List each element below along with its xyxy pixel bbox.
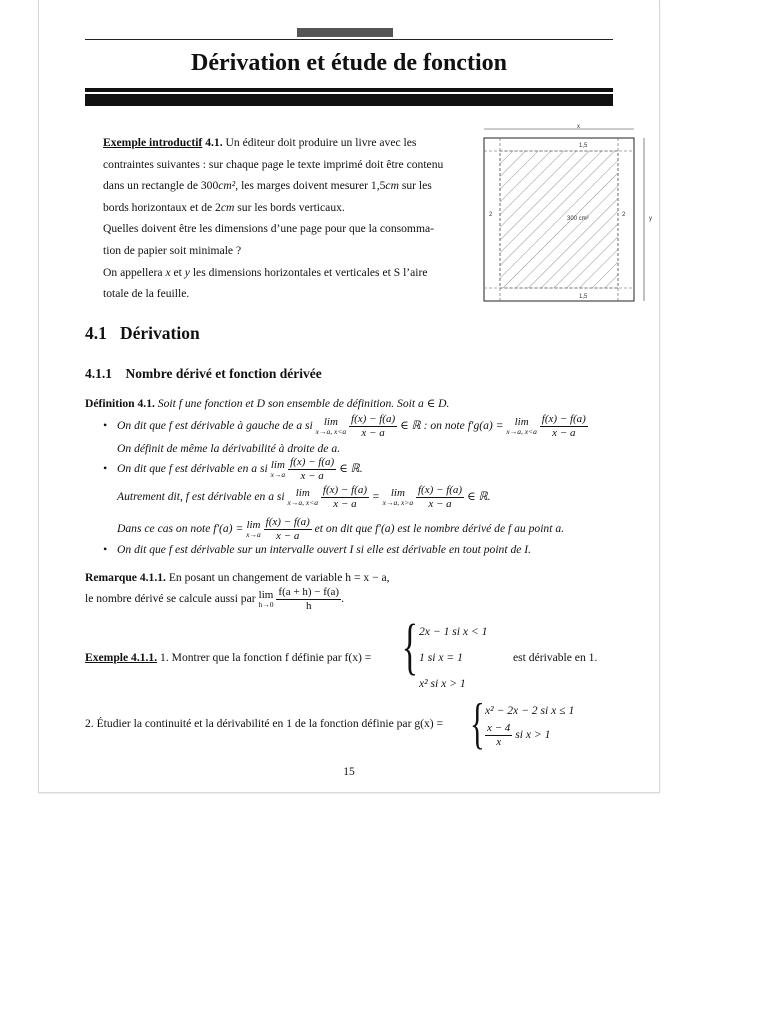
intro-line-2: contraintes suivantes : sur chaque page le texte imprimé doit être contenu bbox=[103, 157, 444, 171]
fig-x-label: x bbox=[577, 124, 580, 130]
intro-line-4b: sur les bords verticaux. bbox=[234, 200, 345, 214]
remark-text-a: En posant un changement de variable h = x − a, bbox=[168, 571, 390, 584]
intro-unit-cm-2: cm bbox=[220, 200, 235, 214]
b2-other-fraction-2: $\frac{f(x) - f(a)}{x - a}$ bbox=[418, 484, 463, 510]
example-q1-end: est dérivable en 1. bbox=[513, 651, 598, 664]
example-q2-brace: { bbox=[470, 693, 485, 755]
fig-left-margin: 2 bbox=[489, 212, 493, 218]
section-number: 4.1 bbox=[85, 323, 107, 343]
intro-line-8: totale de la feuille. bbox=[103, 287, 190, 301]
remark-line-2 bbox=[85, 586, 344, 613]
example-label: Exemple 4.1.1. bbox=[85, 651, 158, 664]
fig-bottom-margin: 1,5 bbox=[579, 294, 588, 300]
intro-line-3c: sur les bbox=[398, 179, 432, 193]
fig-right-margin: 2 bbox=[622, 212, 626, 218]
intro-unit-cm: cm bbox=[385, 179, 399, 193]
subsection-number: 4.1.1 bbox=[85, 366, 112, 381]
b2-case-limit: lim x→a bbox=[246, 519, 261, 539]
intro-label: Exemple introductif bbox=[103, 136, 203, 149]
b2-other-limit: lim x→a, x<a bbox=[287, 487, 319, 507]
fig-y-label: y bbox=[649, 216, 652, 222]
subsection-title: Nombre dérivé et fonction dérivée bbox=[125, 366, 322, 381]
intro-var-x: x bbox=[165, 265, 171, 279]
q2-case-2-fraction: $\frac{x - 4}{x}$ bbox=[487, 722, 511, 748]
section-heading bbox=[85, 323, 200, 344]
b2-end: ∈ ℝ. bbox=[336, 462, 363, 476]
b2-case-end: et on dit que f′(a) est le nombre dérivé de f au point a. bbox=[311, 522, 565, 536]
document-page bbox=[38, 0, 660, 793]
intro-line-5: Quelles doivent être les dimensions d’une page pour que la consomma- bbox=[103, 222, 434, 236]
b2-fraction: $\frac{f(x) - f(a)}{x - a}$ bbox=[290, 456, 335, 482]
b2-other-eq: = bbox=[369, 490, 383, 504]
q1-case-2: 1 si x = 1 bbox=[419, 651, 463, 664]
intro-line-1: Un éditeur doit produire un livre avec les bbox=[225, 136, 417, 149]
example-q2: 2. Étudier la continuité et la dérivabilité en 1 de la fonction définie par g(x) = bbox=[85, 717, 444, 730]
intro-line-6: tion de papier soit minimale ? bbox=[103, 243, 242, 257]
b3-text: On dit que f est dérivable sur un intervalle ouvert I si elle est dérivable en tout point de I. bbox=[117, 543, 532, 556]
definition-bullet-3: • On dit que f est dérivable sur un intervalle ouvert I si elle est dérivable en tout point de I. bbox=[103, 543, 532, 556]
fig-area-label: 300 cm² bbox=[567, 216, 589, 222]
intro-line-4a: bords horizontaux et de 2 bbox=[103, 200, 221, 214]
b2-limit: lim x→a bbox=[270, 459, 286, 479]
definition-label: Définition 4.1. bbox=[85, 397, 155, 410]
text-area-rect bbox=[500, 151, 618, 288]
example-q1-brace: { bbox=[401, 613, 419, 681]
remark-label: Remarque 4.1.1. bbox=[85, 571, 166, 584]
b1-text: On dit que f est dérivable à gauche de a si bbox=[117, 419, 316, 433]
definition-intro bbox=[85, 396, 449, 412]
remark-limit: lim h→0 bbox=[258, 589, 274, 609]
intro-number: 4.1. bbox=[205, 136, 223, 149]
intro-unit-area: cm² bbox=[218, 179, 236, 193]
remark-end: . bbox=[341, 592, 344, 606]
subsection-heading bbox=[85, 366, 322, 382]
b1-limit-2: lim x→a, x<a bbox=[506, 416, 537, 436]
b2-case-text: Dans ce cas on note f′(a) = bbox=[117, 522, 247, 536]
remark-text-b: le nombre dérivé se calcule aussi par bbox=[85, 592, 259, 606]
definition-text: Soit f une fonction et D son ensemble de définition. Soit a ∈ D. bbox=[157, 397, 450, 410]
example-q1 bbox=[85, 650, 371, 666]
q1-case-3: x² si x > 1 bbox=[419, 677, 466, 690]
q2-case-1: x² − 2x − 2 si x ≤ 1 bbox=[485, 704, 575, 717]
b1-fraction: $\frac{f(x) - f(a)}{x - a}$ bbox=[351, 413, 396, 439]
b1-notation: ∈ ℝ : on note f′g(a) = bbox=[397, 419, 507, 433]
q1-case-1: 2x − 1 si x < 1 bbox=[419, 625, 488, 638]
example-q1-text: 1. Montrer que la fonction f définie par f(x) = bbox=[160, 651, 372, 664]
b2-other-text: Autrement dit, f est dérivable en a si bbox=[117, 490, 288, 504]
b2-text: On dit que f est dérivable en a si bbox=[117, 462, 271, 476]
fig-top-margin: 1,5 bbox=[579, 143, 588, 149]
page-margin-figure bbox=[467, 120, 652, 310]
b2-alternative bbox=[117, 484, 491, 511]
top-rule bbox=[85, 39, 613, 40]
b1-limit: lim x→a, x<a bbox=[315, 416, 347, 436]
intro-line-3a: dans un rectangle de 300 bbox=[103, 179, 219, 193]
title-bar-thick bbox=[85, 94, 613, 106]
intro-line-7c: les dimensions horizontales et verticales et S l’aire bbox=[189, 265, 428, 279]
page-number: 15 bbox=[343, 766, 355, 778]
b2-other-fraction: $\frac{f(x) - f(a)}{x - a}$ bbox=[322, 484, 367, 510]
remark-fraction: $\frac{f(a + h) - f(a)}{h}$ bbox=[278, 586, 340, 612]
intro-line-3b: , les marges doivent mesurer 1,5 bbox=[235, 179, 386, 193]
definition-bullet-2: • On dit que f est dérivable en a si lim x→a $\frac{f(x) - f(a)}{x - a}$ ∈ ℝ. bbox=[103, 456, 363, 482]
b2-case bbox=[117, 516, 564, 543]
chapter-title: Dérivation et étude de fonction bbox=[191, 50, 507, 76]
intro-example bbox=[103, 132, 458, 305]
q2-case-2 bbox=[485, 722, 550, 749]
remark-line-1 bbox=[85, 570, 390, 586]
title-bar-thin bbox=[85, 88, 613, 92]
b1-fraction-2: $\frac{f(x) - f(a)}{x - a}$ bbox=[541, 413, 586, 439]
intro-var-y: y bbox=[184, 265, 190, 279]
b2-other-end: ∈ ℝ. bbox=[464, 490, 491, 504]
definition-bullet-1: • On dit que f est dérivable à gauche de a si lim x→a, x<a $\frac{f(x) - f(a)}{x - a}$ ∈ ℝ : on note f′g(a) = lim x→a, x<a $\frac{f(x) - f(a)}{x - a}$ bbox=[103, 413, 586, 439]
q2-case-2-cond: si x > 1 bbox=[515, 728, 551, 742]
b2-other-limit-2: lim x→a, x>a bbox=[382, 487, 414, 507]
section-title: Dérivation bbox=[120, 323, 200, 343]
b1-note: On définit de même la dérivabilité à droite de a. bbox=[117, 442, 341, 455]
b2-case-fraction: $\frac{f(x) - f(a)}{x - a}$ bbox=[265, 516, 310, 542]
intro-line-7a: On appellera bbox=[103, 265, 166, 279]
chapter-tab-marker bbox=[297, 28, 393, 37]
intro-line-7b: et bbox=[170, 265, 185, 279]
